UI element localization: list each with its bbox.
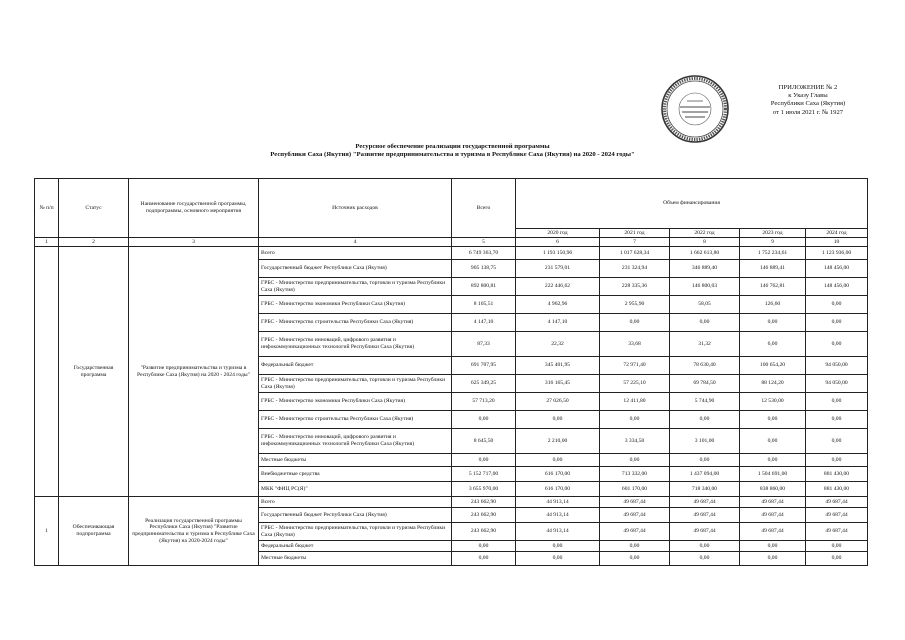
header-status: Статус bbox=[59, 179, 129, 238]
year-value-cell: 713 332,00 bbox=[600, 467, 670, 482]
index-cell: 3 bbox=[129, 238, 259, 247]
year-value-cell: 49 687,44 bbox=[806, 523, 868, 541]
year-value-cell: 0,00 bbox=[806, 314, 868, 332]
source-cell: Федеральный бюджет bbox=[259, 357, 452, 375]
total-cell: 4 147,10 bbox=[452, 314, 516, 332]
year-value-cell: 0,00 bbox=[806, 332, 868, 357]
year-value-cell: 49 687,44 bbox=[806, 508, 868, 523]
year-value-cell: 148 456,00 bbox=[806, 260, 868, 278]
year-value-cell: 0,00 bbox=[740, 429, 806, 454]
row-num-cell bbox=[35, 247, 59, 497]
year-value-cell: 0,00 bbox=[806, 454, 868, 467]
source-cell: Местные бюджеты bbox=[259, 552, 452, 566]
total-cell: 5 152 717,00 bbox=[452, 467, 516, 482]
index-cell: 1 bbox=[35, 238, 59, 247]
year-value-cell: 49 687,44 bbox=[600, 508, 670, 523]
year-value-cell: 148 456,00 bbox=[806, 278, 868, 296]
year-value-cell: 3 101,00 bbox=[670, 429, 740, 454]
header-year: 2020 год bbox=[516, 229, 600, 238]
year-value-cell: 0,00 bbox=[516, 541, 600, 552]
year-value-cell: 316 165,45 bbox=[516, 375, 600, 393]
appendix-line-3: Республики Саха (Якутия) bbox=[770, 100, 846, 108]
header-total: Всего bbox=[452, 179, 516, 238]
header-name: Наименование государственной программы, подпрограммы, основного мероприятия bbox=[129, 179, 259, 238]
header-num: № п/п bbox=[35, 179, 59, 238]
year-value-cell: 0,00 bbox=[806, 296, 868, 314]
year-value-cell: 49 687,44 bbox=[740, 497, 806, 508]
year-value-cell: 12 530,00 bbox=[740, 393, 806, 411]
year-value-cell: 78 630,40 bbox=[670, 357, 740, 375]
year-value-cell: 146 762,81 bbox=[740, 278, 806, 296]
year-value-cell: 228 335,36 bbox=[600, 278, 670, 296]
year-value-cell: 222 446,62 bbox=[516, 278, 600, 296]
year-value-cell: 0,00 bbox=[740, 541, 806, 552]
total-cell: 8 105,51 bbox=[452, 296, 516, 314]
year-value-cell: 0,00 bbox=[806, 411, 868, 429]
status-cell: Государственная программа bbox=[59, 247, 129, 497]
year-value-cell: 94 050,00 bbox=[806, 357, 868, 375]
year-value-cell: 0,00 bbox=[600, 411, 670, 429]
source-cell: ГРБС - Министерство экономики Республики Саха (Якутия) bbox=[259, 393, 452, 411]
year-value-cell: 881 430,00 bbox=[806, 482, 868, 497]
year-value-cell: 57 225,10 bbox=[600, 375, 670, 393]
year-value-cell: 0,00 bbox=[600, 541, 670, 552]
index-cell: 7 bbox=[600, 238, 670, 247]
header-year: 2023 год bbox=[740, 229, 806, 238]
year-value-cell: 616 170,00 bbox=[516, 482, 600, 497]
row-num-cell: 1 bbox=[35, 497, 59, 566]
year-value-cell: 0,00 bbox=[516, 454, 600, 467]
source-cell: ГРБС - Министерство предпринимательства, торговли и туризма Республики Саха (Якутия) bbox=[259, 278, 452, 296]
year-value-cell: 49 687,44 bbox=[600, 497, 670, 508]
year-value-cell: 69 784,50 bbox=[670, 375, 740, 393]
total-cell: 0,00 bbox=[452, 541, 516, 552]
year-value-cell: 100 654,20 bbox=[740, 357, 806, 375]
year-value-cell: 231 579,01 bbox=[516, 260, 600, 278]
total-cell: 243 662,90 bbox=[452, 508, 516, 523]
year-value-cell: 94 050,00 bbox=[806, 375, 868, 393]
title-line-2: Республики Саха (Якутия) "Развитие предпринимательства и туризма в Республике Саха (Якутия) на 2020 - 2024 годы" bbox=[270, 151, 635, 159]
appendix-line-4: от 1 июля 2021 г. № 1927 bbox=[772, 108, 844, 116]
year-value-cell: 0,00 bbox=[516, 552, 600, 566]
year-value-cell: 4 962,96 bbox=[516, 296, 600, 314]
index-cell: 10 bbox=[806, 238, 868, 247]
year-value-cell: 0,00 bbox=[740, 411, 806, 429]
total-cell: 691 707,95 bbox=[452, 357, 516, 375]
source-cell: Всего bbox=[259, 497, 452, 508]
year-value-cell: 2 210,00 bbox=[516, 429, 600, 454]
index-cell: 6 bbox=[516, 238, 600, 247]
status-cell: Обеспечивающая подпрограмма bbox=[59, 497, 129, 566]
year-value-cell: 0,00 bbox=[670, 411, 740, 429]
year-value-cell: 601 170,00 bbox=[600, 482, 670, 497]
year-value-cell: 0,00 bbox=[670, 454, 740, 467]
total-cell: 905 138,75 bbox=[452, 260, 516, 278]
year-value-cell: 58,05 bbox=[670, 296, 740, 314]
year-value-cell: 3 334,50 bbox=[600, 429, 670, 454]
appendix-line-2: к Указу Главы bbox=[788, 92, 828, 100]
header-funding: Объем финансирования bbox=[516, 179, 868, 229]
year-value-cell: 0,00 bbox=[806, 393, 868, 411]
program-name-cell: "Развитие предпринимательства и туризма в Республике Саха (Якутия) на 2020 - 2024 годы" bbox=[129, 247, 259, 497]
index-cell: 9 bbox=[740, 238, 806, 247]
year-value-cell: 1 504 691,00 bbox=[740, 467, 806, 482]
year-value-cell: 881 430,00 bbox=[806, 467, 868, 482]
funding-table bbox=[34, 178, 868, 566]
official-seal-icon bbox=[660, 74, 730, 144]
year-value-cell: 0,00 bbox=[670, 552, 740, 566]
year-value-cell: 616 170,00 bbox=[516, 467, 600, 482]
total-cell: 87,33 bbox=[452, 332, 516, 357]
index-cell: 8 bbox=[670, 238, 740, 247]
year-value-cell: 838 860,00 bbox=[740, 482, 806, 497]
source-cell: Федеральный бюджет bbox=[259, 541, 452, 552]
total-cell: 625 349,25 bbox=[452, 375, 516, 393]
source-cell: Государственный бюджет Республики Саха (Якутия) bbox=[259, 508, 452, 523]
source-cell: ГРБС - Министерство строительства Республики Саха (Якутия) bbox=[259, 411, 452, 429]
year-value-cell: 12 411,80 bbox=[600, 393, 670, 411]
source-cell: МКК "ФИЦ РС(Я)" bbox=[259, 482, 452, 497]
year-value-cell: 718 340,00 bbox=[670, 482, 740, 497]
index-cell: 4 bbox=[259, 238, 452, 247]
source-cell: ГРБС - Министерство инноваций, цифрового развития и инфокоммуникационных технологий Республики Саха (Якутия) bbox=[259, 332, 452, 357]
year-value-cell: 146 889,41 bbox=[740, 260, 806, 278]
year-value-cell: 1 123 936,00 bbox=[806, 247, 868, 260]
header-year: 2024 год bbox=[806, 229, 868, 238]
source-cell: ГРБС - Министерство предпринимательства, торговли и туризма Республики Саха (Якутия) bbox=[259, 375, 452, 393]
index-cell: 5 bbox=[452, 238, 516, 247]
total-cell: 892 800,81 bbox=[452, 278, 516, 296]
source-cell: ГРБС - Министерство строительства Республики Саха (Якутия) bbox=[259, 314, 452, 332]
table-row bbox=[35, 247, 868, 260]
year-value-cell: 1 193 150,96 bbox=[516, 247, 600, 260]
year-value-cell: 49 687,44 bbox=[670, 508, 740, 523]
year-value-cell: 0,00 bbox=[806, 552, 868, 566]
year-value-cell: 88 124,20 bbox=[740, 375, 806, 393]
year-value-cell: 49 687,44 bbox=[740, 508, 806, 523]
year-value-cell: 0,00 bbox=[806, 429, 868, 454]
year-value-cell: 49 687,44 bbox=[740, 523, 806, 541]
year-value-cell: 1 752 234,61 bbox=[740, 247, 806, 260]
source-cell: Государственный бюджет Республики Саха (Якутия) bbox=[259, 260, 452, 278]
year-value-cell: 44 913,14 bbox=[516, 508, 600, 523]
year-value-cell: 0,00 bbox=[740, 314, 806, 332]
year-value-cell: 44 913,14 bbox=[516, 497, 600, 508]
title-line-1: Ресурсное обеспечение реализации государственной программы bbox=[355, 143, 550, 150]
source-cell: ГРБС - Министерство инноваций, цифрового развития и инфокоммуникационных технологий Республики Саха (Якутия) bbox=[259, 429, 452, 454]
year-value-cell: 49 687,44 bbox=[806, 497, 868, 508]
index-row bbox=[35, 238, 868, 247]
year-value-cell: 346 889,40 bbox=[670, 260, 740, 278]
source-cell: ГРБС - Министерство предпринимательства, торговли и туризма Республики Саха (Якутия) bbox=[259, 523, 452, 541]
year-value-cell: 0,00 bbox=[600, 314, 670, 332]
header-year: 2022 год bbox=[670, 229, 740, 238]
total-cell: 6 749 363,70 bbox=[452, 247, 516, 260]
table-row bbox=[35, 497, 868, 508]
year-value-cell: 1 662 613,80 bbox=[670, 247, 740, 260]
total-cell: 8 645,50 bbox=[452, 429, 516, 454]
year-value-cell: 72 971,40 bbox=[600, 357, 670, 375]
year-value-cell: 5 744,90 bbox=[670, 393, 740, 411]
total-cell: 243 662,90 bbox=[452, 497, 516, 508]
year-value-cell: 31,32 bbox=[670, 332, 740, 357]
header-row bbox=[35, 179, 868, 229]
year-value-cell: 33,68 bbox=[600, 332, 670, 357]
year-value-cell: 0,00 bbox=[600, 454, 670, 467]
total-cell: 3 655 970,00 bbox=[452, 482, 516, 497]
document-title bbox=[0, 143, 905, 160]
header-year: 2021 год bbox=[600, 229, 670, 238]
source-cell: ГРБС - Министерство экономики Республики Саха (Якутия) bbox=[259, 296, 452, 314]
header-source: Источник расходов bbox=[259, 179, 452, 238]
source-cell: Внебюджетные средства bbox=[259, 467, 452, 482]
appendix-note bbox=[738, 84, 878, 117]
source-cell: Всего bbox=[259, 247, 452, 260]
year-value-cell: 0,00 bbox=[740, 552, 806, 566]
year-value-cell: 49 687,44 bbox=[600, 523, 670, 541]
year-value-cell: 1 017 628,34 bbox=[600, 247, 670, 260]
source-cell: Местные бюджеты bbox=[259, 454, 452, 467]
year-value-cell: 0,00 bbox=[806, 541, 868, 552]
year-value-cell: 49 687,44 bbox=[670, 497, 740, 508]
year-value-cell: 345 401,95 bbox=[516, 357, 600, 375]
year-value-cell: 231 324,94 bbox=[600, 260, 670, 278]
year-value-cell: 44 913,14 bbox=[516, 523, 600, 541]
year-value-cell: 6,00 bbox=[740, 332, 806, 357]
year-value-cell: 0,00 bbox=[740, 454, 806, 467]
total-cell: 0,00 bbox=[452, 454, 516, 467]
year-value-cell: 0,00 bbox=[670, 541, 740, 552]
year-value-cell: 0,00 bbox=[600, 552, 670, 566]
year-value-cell: 22,32 bbox=[516, 332, 600, 357]
year-value-cell: 1 437 094,00 bbox=[670, 467, 740, 482]
year-value-cell: 2 955,90 bbox=[600, 296, 670, 314]
year-value-cell: 49 687,44 bbox=[670, 523, 740, 541]
year-value-cell: 126,60 bbox=[740, 296, 806, 314]
appendix-line-1: ПРИЛОЖЕНИЕ № 2 bbox=[778, 84, 838, 91]
year-value-cell: 4 147,10 bbox=[516, 314, 600, 332]
total-cell: 243 662,90 bbox=[452, 523, 516, 541]
program-name-cell: Реализация государственной программы Республики Саха (Якутия) "Развитие предпринимательства и туризма в Республике Саха (Якутия) на 2020-2024 годы" bbox=[129, 497, 259, 566]
index-cell: 2 bbox=[59, 238, 129, 247]
year-value-cell: 0,00 bbox=[670, 314, 740, 332]
year-value-cell: 146 800,03 bbox=[670, 278, 740, 296]
year-value-cell: 0,00 bbox=[516, 411, 600, 429]
total-cell: 0,00 bbox=[452, 411, 516, 429]
year-value-cell: 27 026,50 bbox=[516, 393, 600, 411]
total-cell: 57 713,20 bbox=[452, 393, 516, 411]
total-cell: 0,00 bbox=[452, 552, 516, 566]
